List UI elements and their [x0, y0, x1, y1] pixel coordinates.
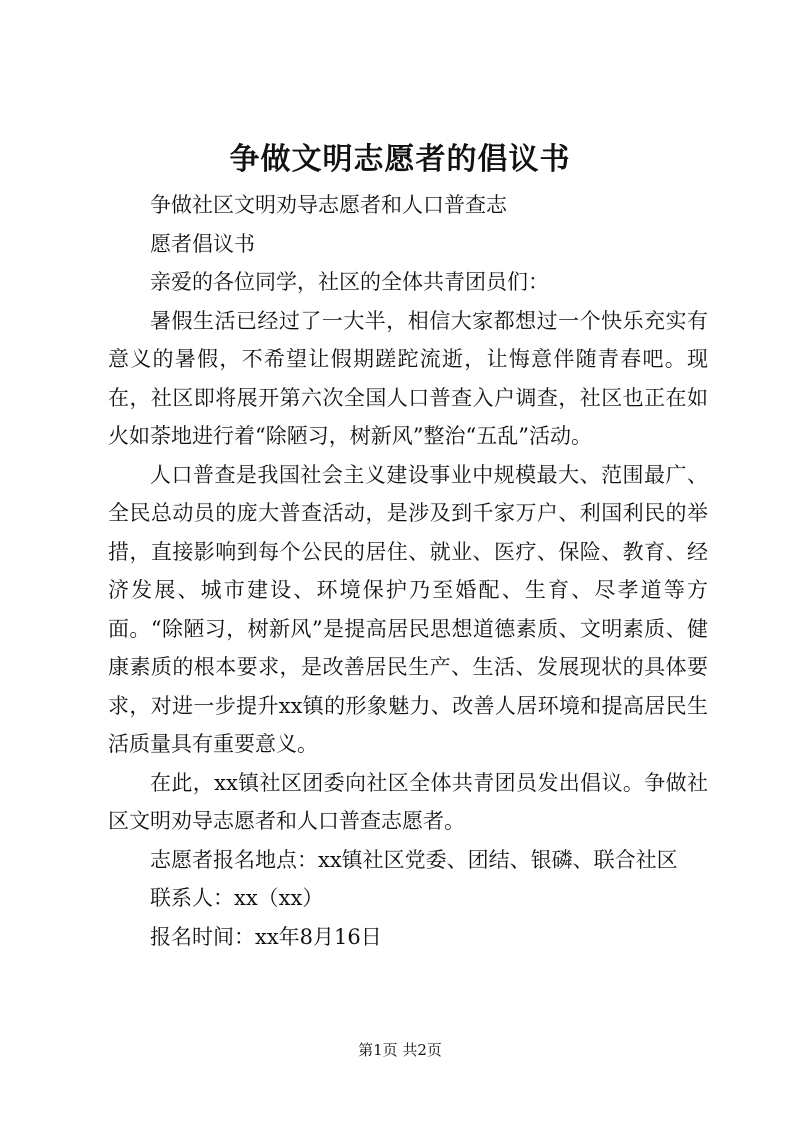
paragraph-registration-time: 报名时间：xx年8月16日	[150, 924, 382, 949]
paragraph-contact: 联系人：xx（xx）	[150, 886, 324, 910]
paragraph-salutation: 亲爱的各位同学，社区的全体共青团员们：	[150, 270, 549, 294]
paragraph-heading-line-1: 争做社区文明劝导志愿者和人口普查志	[150, 193, 507, 217]
paragraph-heading-line-2: 愿者倡议书	[150, 231, 255, 256]
document-title: 争做文明志愿者的倡议书	[229, 142, 571, 177]
paragraph-summer-intro: 暑假生活已经过了一大半，相信大家都想过一个快乐充实有意义的暑假，不希望让假期蹉跎流逝，让悔意伴随青春吧。现在，社区即将展开第六次全国人口普查入户调查，社区也正在如火如荼地进行着“除陋习，树新风”整治“五乱”活动。	[108, 308, 708, 448]
paragraph-registration-location: 志愿者报名地点：xx镇社区党委、团结、银磷、联合社区	[150, 847, 678, 872]
paragraph-census-importance: 人口普查是我国社会主义建设事业中规模最大、范围最广、全民总动员的庞大普查活动，是涉及到千家万户、利国利民的举措，直接影响到每个公民的居住、就业、医疗、保险、教育、经济发展、城市建设、环境保护乃至婚配、生育、尽孝道等方面。“除陋习，树新风”是提高居民思想道德素质、文明素质、健康素质的根本要求，是改善居民生产、生活、发展现状的具体要求，对进一步提升xx镇的形象魅力、改善人居环境和提高居民生活质量具有重要意义。	[108, 462, 708, 756]
document-body	[108, 186, 708, 956]
paragraph-initiative: 在此，xx镇社区团委向社区全体共青团员发出倡议。争做社区文明劝导志愿者和人口普查志愿者。	[108, 770, 708, 833]
page-footer: 第1页 共2页	[358, 1041, 442, 1059]
